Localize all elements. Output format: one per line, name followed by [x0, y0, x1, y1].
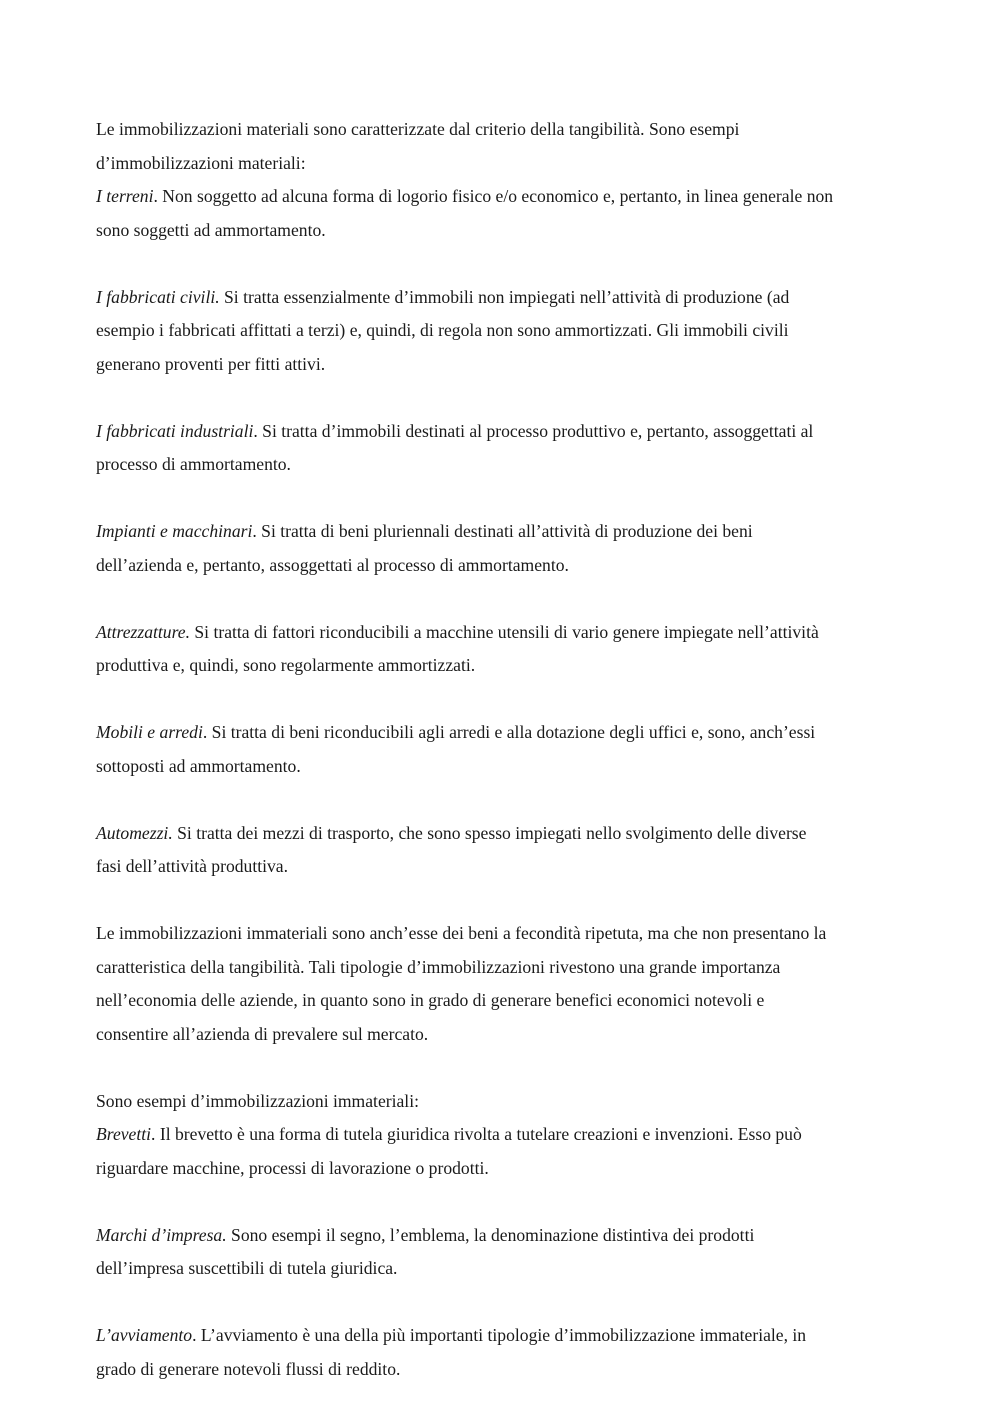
paragraph-brevetti — [96, 1118, 908, 1152]
paragraph-mobili — [96, 716, 908, 750]
text-line: dell’impresa suscettibili di tutela giuridica. — [96, 1258, 398, 1278]
document-body — [96, 113, 908, 1386]
immaterial-intro: Sono esempi d’immobilizzazioni immateriali: — [96, 1090, 419, 1111]
text-line: . Il brevetto è una forma di tutela giuridica rivolta a tutelare creazioni e invenzioni. Esso può — [151, 1124, 802, 1144]
text-line: Le immobilizzazioni immateriali sono anch’esse dei beni a fecondità ripetuta, ma che non presentano la — [96, 923, 827, 943]
text-line: . Si tratta di beni riconducibili agli arredi e alla dotazione degli uffici e, sono, anch’essi — [202, 722, 816, 742]
text-line: Si tratta dei mezzi di trasporto, che sono spesso impiegati nello svolgimento delle diverse — [172, 822, 807, 843]
paragraph-gap — [96, 1185, 908, 1219]
text-line: Si tratta essenzialmente d’immobili non impiegati nell’attività di produzione (ad — [219, 286, 790, 307]
term-automezzi: Automezzi. — [96, 822, 173, 843]
term-mobili: Mobili e arredi — [96, 722, 203, 742]
term-fabbricati-civili: I fabbricati civili. — [96, 286, 220, 307]
text-line: esempio i fabbricati affittati a terzi) e, quindi, di regola non sono ammortizzati. Gli immobili civili — [96, 320, 789, 340]
text-line: caratteristica della tangibilità. Tali tipologie d’immobilizzazioni rivestono una grande importanza — [96, 956, 781, 977]
paragraph-gap — [96, 247, 908, 281]
paragraph-gap — [96, 381, 908, 415]
text-line: . Si tratta di beni pluriennali destinati all’attività di produzione dei beni — [252, 521, 753, 541]
text-line: Si tratta di fattori riconducibili a macchine utensili di vario genere impiegate nell’attività — [190, 621, 819, 642]
paragraph-marchi — [96, 1219, 908, 1253]
paragraph-gap — [96, 884, 908, 918]
text-line: consentire all’azienda di prevalere sul mercato. — [96, 1023, 429, 1044]
paragraph-impianti — [96, 515, 908, 549]
paragraph-automezzi — [96, 817, 908, 851]
text-line: Sono esempi il segno, l’emblema, la denominazione distintiva dei prodotti — [226, 1224, 755, 1245]
paragraph-fabbricati-civili — [96, 281, 908, 315]
text-line: nell’economia delle aziende, in quanto sono in grado di generare benefici economici notevoli e — [96, 990, 765, 1010]
paragraph-gap — [96, 1051, 908, 1085]
paragraph-terreni — [96, 180, 908, 214]
term-avviamento: L’avviamento — [96, 1325, 193, 1345]
term-terreni: I terreni — [96, 186, 154, 206]
text-line: generano proventi per fitti attivi. — [96, 353, 326, 374]
intro-line: d’immobilizzazioni materiali: — [96, 152, 306, 173]
text-line: sono soggetti ad ammortamento. — [96, 219, 326, 240]
paragraph-avviamento — [96, 1319, 908, 1353]
text-line: produttiva e, quindi, sono regolarmente ammortizzati. — [96, 655, 476, 675]
text-line: . Non soggetto ad alcuna forma di logorio fisico e/o economico e, pertanto, in linea generale non — [153, 186, 834, 206]
paragraph-attrezzature — [96, 616, 908, 650]
text-line: riguardare macchine, processi di lavorazione o prodotti. — [96, 1157, 489, 1178]
intro-line: Le immobilizzazioni materiali sono caratterizzate dal criterio della tangibilità. Sono esempi — [96, 119, 740, 139]
paragraph-gap — [96, 1286, 908, 1320]
term-fabbricati-industriali: I fabbricati industriali — [96, 420, 254, 441]
term-impianti: Impianti e macchinari — [96, 521, 253, 541]
term-marchi: Marchi d’impresa. — [96, 1224, 227, 1245]
text-line: dell’azienda e, pertanto, assoggettati al processo di ammortamento. — [96, 554, 569, 575]
text-line: sottoposti ad ammortamento. — [96, 755, 301, 776]
text-line: fasi dell’attività produttiva. — [96, 856, 289, 876]
paragraph-gap — [96, 683, 908, 717]
paragraph-gap — [96, 783, 908, 817]
text-line: processo di ammortamento. — [96, 454, 291, 474]
text-line: grado di generare notevoli flussi di reddito. — [96, 1358, 401, 1379]
paragraph-gap — [96, 482, 908, 516]
text-line: . L’avviamento è una della più importanti tipologie d’immobilizzazione immateriale, in — [192, 1325, 807, 1345]
text-line: . Si tratta d’immobili destinati al processo produttivo e, pertanto, assoggettati al — [253, 420, 814, 441]
paragraph-fabbricati-industriali — [96, 415, 908, 449]
paragraph-gap — [96, 582, 908, 616]
term-attrezzature: Attrezzatture. — [96, 621, 190, 642]
term-brevetti: Brevetti — [96, 1124, 152, 1144]
